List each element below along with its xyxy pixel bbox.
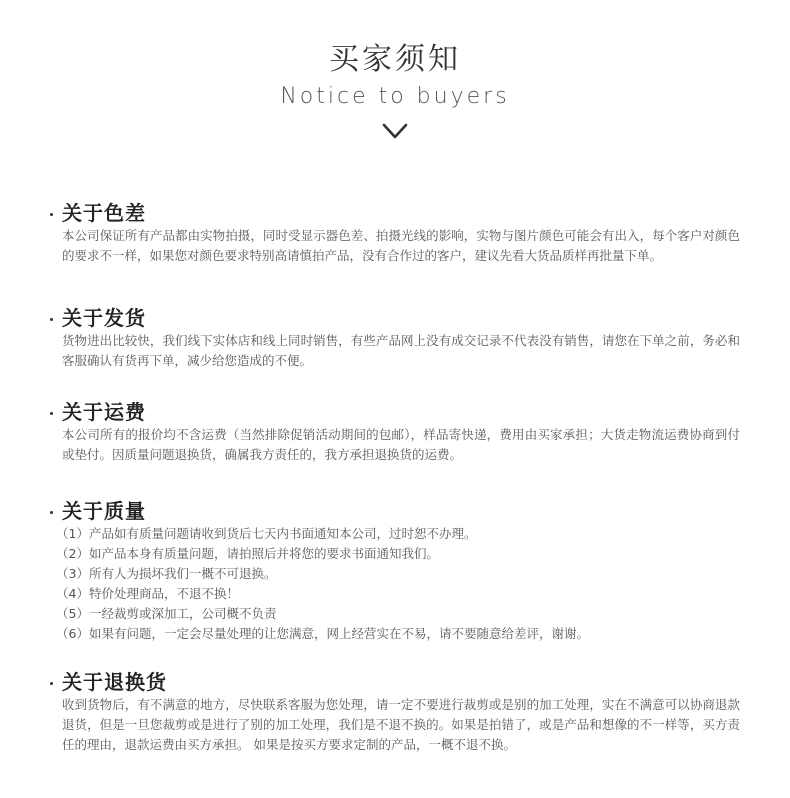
section-heading	[50, 301, 740, 331]
section-title: 关于发货	[62, 305, 146, 330]
section-heading	[50, 196, 740, 226]
section-shipping	[50, 301, 740, 371]
bullet-dot	[50, 318, 53, 321]
page-subtitle: Notice to buyers	[280, 84, 510, 109]
bullet-dot	[50, 412, 53, 415]
section-title: 关于退换货	[62, 669, 167, 694]
section-title: 关于色差	[62, 200, 146, 225]
section-body: 货物进出比较快，我们线下实体店和线上同时销售，有些产品网上没有成交记录不代表没有销售，请您在下单之前，务必和客服确认有货再下单，减少给您造成的不便。	[62, 333, 740, 368]
page-header	[0, 40, 790, 142]
bullet-dot	[50, 213, 53, 216]
list-item: （5）一经裁剪或深加工，公司概不负责	[56, 606, 277, 621]
bullet-dot	[50, 682, 53, 685]
section-body: 本公司所有的报价均不含运费（当然排除促销活动期间的包邮），样品寄快递，费用由买家承担；大货走物流运费协商到付或垫付。因质量问题退换货，确属我方责任的，我方承担退换货的运费。	[62, 427, 740, 462]
section-quality	[50, 494, 740, 644]
section-title: 关于运费	[62, 399, 146, 424]
section-heading	[50, 665, 740, 695]
chevron-down-icon	[380, 122, 410, 142]
page-title: 买家须知	[329, 42, 461, 77]
section-title: 关于质量	[62, 498, 146, 523]
list-item: （2）如产品本身有质量问题，请拍照后并将您的要求书面通知我们。	[56, 546, 439, 561]
list-item: （6）如果有问题，一定会尽量处理的让您满意，网上经营实在不易，请不要随意给差评，谢谢。	[56, 626, 589, 641]
section-returns	[50, 665, 740, 755]
section-freight	[50, 395, 740, 465]
list-item: （1）产品如有质量问题请收到货后七天内书面通知本公司，过时恕不办理。	[56, 526, 477, 541]
list-item: （3）所有人为损坏我们一概不可退换。	[56, 566, 277, 581]
section-heading	[50, 494, 740, 524]
section-body: 收到货物后，有不满意的地方，尽快联系客服为您处理，请一定不要进行裁剪或是别的加工处理，实在不满意可以协商退款退货，但是一旦您裁剪或是进行了别的加工处理，我们是不退不换的。如果是拍错了，或是产品和想像的不一样等，买方责任的理由，退款运费由买方承担。 如果是按买方要求定制的产品，一概不退不换。	[62, 697, 740, 752]
section-color-difference	[50, 196, 740, 266]
quality-list	[50, 524, 740, 644]
bullet-dot	[50, 511, 53, 514]
section-heading	[50, 395, 740, 425]
section-body: 本公司保证所有产品都由实物拍摄，同时受显示器色差、拍摄光线的影响，实物与图片颜色可能会有出入，每个客户对颜色的要求不一样，如果您对颜色要求特别高请慎拍产品，没有合作过的客户，建议先看大货品质样再批量下单。	[62, 228, 740, 263]
list-item: （4）特价处理商品，不退不换！	[56, 586, 239, 601]
